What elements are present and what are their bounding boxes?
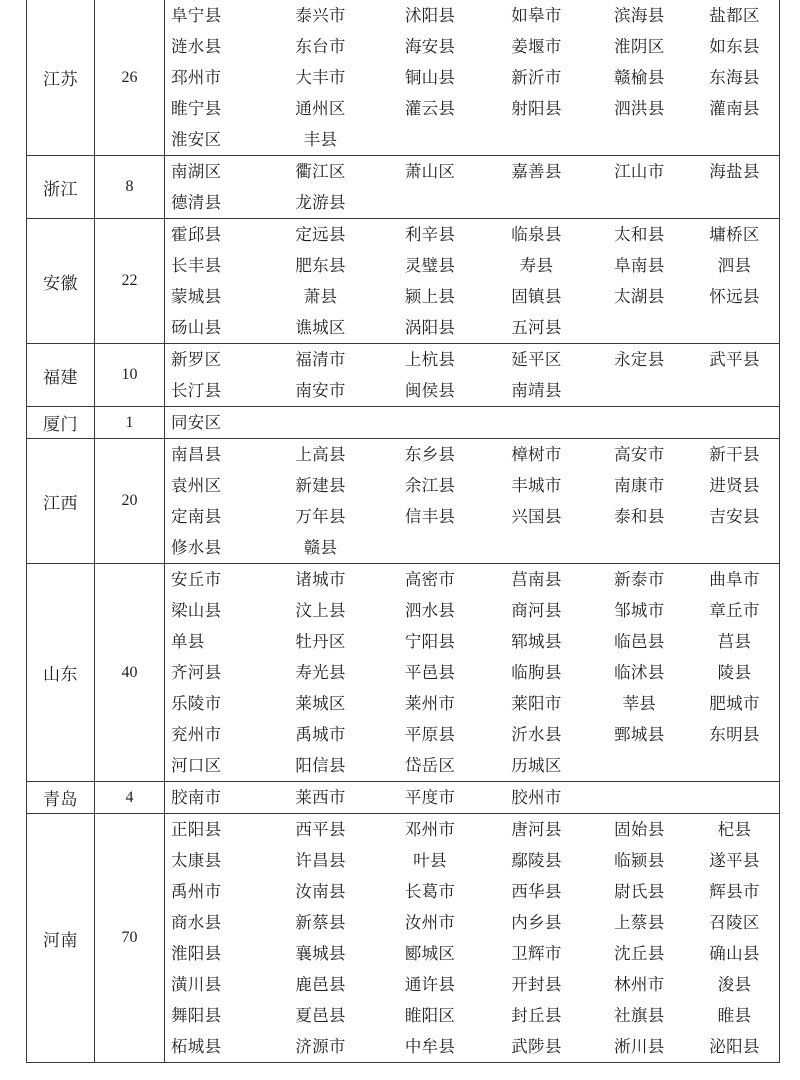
county-name: 定南县 <box>171 507 222 526</box>
count-cell: 26 <box>95 0 165 156</box>
county-name: 滨海县 <box>614 6 665 25</box>
county-name: 寿县 <box>519 256 554 275</box>
county-name: 郓城县 <box>511 632 562 651</box>
county-name: 五河县 <box>511 318 562 337</box>
county-name: 灌云县 <box>404 99 456 118</box>
county-name: 袁州区 <box>171 476 222 495</box>
county-name: 中牟县 <box>404 1037 456 1056</box>
county-name: 樟树市 <box>511 445 562 464</box>
county-name: 鄢陵县 <box>511 851 562 870</box>
county-name: 丰县 <box>303 130 338 149</box>
county-name: 高密市 <box>404 570 456 589</box>
county-name: 南安市 <box>295 381 346 400</box>
county-name: 铜山县 <box>404 68 456 87</box>
county-name: 太和县 <box>614 225 665 244</box>
county-name: 襄城县 <box>295 944 346 963</box>
county-name: 汝南县 <box>295 882 346 901</box>
county-name: 鄄城县 <box>614 725 665 744</box>
county-name: 如皋市 <box>511 6 562 25</box>
county-name: 怀远县 <box>709 287 760 306</box>
county-name: 福清市 <box>295 350 346 369</box>
county-name: 大丰市 <box>295 68 346 87</box>
county-name: 宁阳县 <box>404 632 456 651</box>
county-name: 射阳县 <box>511 99 562 118</box>
county-table <box>26 0 780 1063</box>
province-cell: 青岛 <box>27 782 95 814</box>
county-name: 胶南市 <box>171 788 222 807</box>
county-name: 泌阳县 <box>709 1037 760 1056</box>
table-row <box>27 782 780 814</box>
county-name: 内乡县 <box>511 913 562 932</box>
county-grid <box>165 344 779 406</box>
county-name: 通许县 <box>404 975 456 994</box>
county-name: 淮阳县 <box>171 944 222 963</box>
county-name: 姜堰市 <box>511 37 562 56</box>
county-name: 萧山区 <box>404 162 456 181</box>
county-name: 杞县 <box>717 820 752 839</box>
county-name: 武平县 <box>709 350 760 369</box>
county-grid <box>165 439 779 563</box>
county-name: 安丘市 <box>171 570 222 589</box>
county-name: 萧县 <box>303 287 338 306</box>
county-name: 东海县 <box>709 68 760 87</box>
county-name: 陵县 <box>717 663 752 682</box>
county-name: 太湖县 <box>614 287 665 306</box>
table-row <box>27 344 780 407</box>
county-name: 寿光县 <box>295 663 346 682</box>
county-name: 召陵区 <box>709 913 760 932</box>
province-cell: 河南 <box>27 814 95 1063</box>
county-name: 盐都区 <box>709 6 760 25</box>
county-name: 砀山县 <box>171 318 222 337</box>
county-name: 睢宁县 <box>171 99 222 118</box>
county-name: 丰城市 <box>511 476 562 495</box>
county-name: 灵璧县 <box>404 256 456 275</box>
county-name: 岱岳区 <box>404 756 456 775</box>
county-list-cell <box>165 0 780 156</box>
county-name: 赣县 <box>303 538 338 557</box>
county-name: 固始县 <box>614 820 665 839</box>
county-name: 章丘市 <box>709 601 760 620</box>
county-name: 涟水县 <box>171 37 222 56</box>
county-name: 西华县 <box>511 882 562 901</box>
county-list-cell <box>165 564 780 782</box>
county-name: 龙游县 <box>295 193 346 212</box>
county-name: 新罗区 <box>171 350 222 369</box>
county-list-cell <box>165 156 780 219</box>
county-name: 永定县 <box>614 350 665 369</box>
table-row <box>27 0 780 156</box>
county-name: 莒县 <box>717 632 752 651</box>
table-row <box>27 219 780 344</box>
county-list-cell <box>165 439 780 564</box>
county-name: 商水县 <box>171 913 222 932</box>
county-name: 莒南县 <box>511 570 562 589</box>
county-name: 利辛县 <box>404 225 456 244</box>
county-list-cell <box>165 814 780 1063</box>
county-name: 泰和县 <box>614 507 665 526</box>
county-name: 卫辉市 <box>511 944 562 963</box>
county-name: 沂水县 <box>511 725 562 744</box>
county-name: 墉桥区 <box>709 225 760 244</box>
count-cell: 4 <box>95 782 165 814</box>
province-cell: 浙江 <box>27 156 95 219</box>
count-cell: 1 <box>95 407 165 439</box>
county-name: 上蔡县 <box>614 913 665 932</box>
county-name: 德清县 <box>171 193 222 212</box>
county-name: 南昌县 <box>171 445 222 464</box>
county-name: 诸城市 <box>295 570 346 589</box>
count-cell: 20 <box>95 439 165 564</box>
county-name: 泗县 <box>717 256 752 275</box>
county-name: 万年县 <box>295 507 346 526</box>
province-cell: 江西 <box>27 439 95 564</box>
county-name: 兴国县 <box>511 507 562 526</box>
county-name: 衢江区 <box>295 162 346 181</box>
table-row <box>27 407 780 439</box>
county-name: 淅川县 <box>614 1037 665 1056</box>
county-name: 南康市 <box>614 476 665 495</box>
county-name: 临颍县 <box>614 851 665 870</box>
county-name: 肥东县 <box>295 256 346 275</box>
county-name: 泗洪县 <box>614 99 665 118</box>
county-grid <box>165 156 779 218</box>
county-name: 太康县 <box>171 851 222 870</box>
county-name: 修水县 <box>171 538 222 557</box>
county-name: 吉安县 <box>709 507 760 526</box>
county-name: 赣榆县 <box>614 68 665 87</box>
county-name: 睢县 <box>717 1006 752 1025</box>
county-name: 如东县 <box>709 37 760 56</box>
county-name: 尉氏县 <box>614 882 665 901</box>
county-name: 平原县 <box>404 725 456 744</box>
county-name: 肥城市 <box>709 694 760 713</box>
county-name: 临沭县 <box>614 663 665 682</box>
county-list-cell <box>165 407 780 439</box>
county-grid <box>165 564 779 781</box>
county-name: 沈丘县 <box>614 944 665 963</box>
county-name: 新蔡县 <box>295 913 346 932</box>
county-name: 牡丹区 <box>295 632 346 651</box>
county-name: 社旗县 <box>614 1006 665 1025</box>
county-name: 新沂市 <box>511 68 562 87</box>
table-row <box>27 439 780 564</box>
county-name: 淮阴区 <box>614 37 665 56</box>
county-name: 禹州市 <box>171 882 222 901</box>
county-name: 封丘县 <box>511 1006 562 1025</box>
province-cell: 江苏 <box>27 0 95 156</box>
county-name: 莘县 <box>622 694 657 713</box>
county-name: 南湖区 <box>171 162 222 181</box>
count-cell: 10 <box>95 344 165 407</box>
county-name: 阜宁县 <box>171 6 222 25</box>
county-name: 海盐县 <box>709 162 760 181</box>
county-name: 闽侯县 <box>404 381 456 400</box>
count-cell: 70 <box>95 814 165 1063</box>
county-name: 平邑县 <box>404 663 456 682</box>
county-name: 高安市 <box>614 445 665 464</box>
province-cell: 山东 <box>27 564 95 782</box>
county-name: 柘城县 <box>171 1037 222 1056</box>
county-name: 开封县 <box>511 975 562 994</box>
county-name: 莱城区 <box>295 694 346 713</box>
county-name: 东台市 <box>295 37 346 56</box>
table-row <box>27 156 780 219</box>
county-name: 正阳县 <box>171 820 222 839</box>
county-name: 延平区 <box>511 350 562 369</box>
county-name: 海安县 <box>404 37 456 56</box>
county-name: 莱西市 <box>295 788 346 807</box>
county-grid <box>165 219 779 343</box>
county-name: 固镇县 <box>511 287 562 306</box>
county-name: 新干县 <box>709 445 760 464</box>
county-name: 通州区 <box>295 99 346 118</box>
county-name: 东乡县 <box>404 445 456 464</box>
county-name: 浚县 <box>717 975 752 994</box>
county-name: 霍邱县 <box>171 225 222 244</box>
county-name: 梁山县 <box>171 601 222 620</box>
county-name: 临泉县 <box>511 225 562 244</box>
county-name: 西平县 <box>295 820 346 839</box>
county-name: 涡阳县 <box>404 318 456 337</box>
county-name: 淮安区 <box>171 130 222 149</box>
county-name: 邹城市 <box>614 601 665 620</box>
county-grid <box>165 782 779 813</box>
county-name: 新建县 <box>295 476 346 495</box>
county-name: 泗水县 <box>404 601 456 620</box>
county-name: 兖州市 <box>171 725 222 744</box>
county-name: 灌南县 <box>709 99 760 118</box>
count-cell: 40 <box>95 564 165 782</box>
county-name: 汝州市 <box>404 913 456 932</box>
county-list-cell <box>165 782 780 814</box>
county-name: 武陟县 <box>511 1037 562 1056</box>
county-name: 信丰县 <box>404 507 456 526</box>
county-name: 莱阳市 <box>511 694 562 713</box>
county-name: 嘉善县 <box>511 162 562 181</box>
county-name: 禹城市 <box>295 725 346 744</box>
county-grid <box>165 0 779 155</box>
county-name: 邳州市 <box>171 68 222 87</box>
county-name: 潢川县 <box>171 975 222 994</box>
county-name: 鹿邑县 <box>295 975 346 994</box>
county-name: 长汀县 <box>171 381 222 400</box>
county-name: 夏邑县 <box>295 1006 346 1025</box>
county-name: 邓州市 <box>404 820 456 839</box>
county-name: 上高县 <box>295 445 346 464</box>
county-name: 许昌县 <box>295 851 346 870</box>
county-name: 东明县 <box>709 725 760 744</box>
county-name: 长丰县 <box>171 256 222 275</box>
county-name: 唐河县 <box>511 820 562 839</box>
county-name: 遂平县 <box>709 851 760 870</box>
county-grid <box>165 814 779 1062</box>
county-name: 余江县 <box>404 476 456 495</box>
county-name: 临朐县 <box>511 663 562 682</box>
county-name: 蒙城县 <box>171 287 222 306</box>
county-name: 单县 <box>171 632 205 651</box>
county-list-cell <box>165 219 780 344</box>
county-name: 河口区 <box>171 756 222 775</box>
county-name: 莱州市 <box>404 694 456 713</box>
table-row <box>27 814 780 1063</box>
county-name: 进贤县 <box>709 476 760 495</box>
province-cell: 福建 <box>27 344 95 407</box>
county-name: 乐陵市 <box>171 694 222 713</box>
county-name: 定远县 <box>295 225 346 244</box>
county-name: 确山县 <box>709 944 760 963</box>
county-list-cell <box>165 344 780 407</box>
county-name: 胶州市 <box>511 788 562 807</box>
county-name: 新泰市 <box>614 570 665 589</box>
province-cell: 安徽 <box>27 219 95 344</box>
county-name: 商河县 <box>511 601 562 620</box>
county-name: 沭阳县 <box>404 6 456 25</box>
county-name: 曲阜市 <box>709 570 760 589</box>
county-name: 叶县 <box>413 851 447 870</box>
county-name: 南靖县 <box>511 381 562 400</box>
county-name: 上杭县 <box>404 350 456 369</box>
count-cell: 8 <box>95 156 165 219</box>
county-name: 历城区 <box>511 756 562 775</box>
table-row <box>27 564 780 782</box>
county-name: 济源市 <box>295 1037 346 1056</box>
county-name: 谯城区 <box>295 318 346 337</box>
county-name: 阳信县 <box>295 756 346 775</box>
county-name: 齐河县 <box>171 663 222 682</box>
county-name: 平度市 <box>404 788 456 807</box>
county-name: 江山市 <box>614 162 665 181</box>
county-name: 同安区 <box>171 413 222 432</box>
province-cell: 厦门 <box>27 407 95 439</box>
county-name: 泰兴市 <box>295 6 346 25</box>
county-name: 睢阳区 <box>404 1006 456 1025</box>
count-cell: 22 <box>95 219 165 344</box>
county-name: 林州市 <box>614 975 665 994</box>
county-name: 颍上县 <box>404 287 456 306</box>
county-name: 长葛市 <box>404 882 456 901</box>
county-name: 阜南县 <box>614 256 665 275</box>
county-name: 舞阳县 <box>171 1006 222 1025</box>
county-name: 临邑县 <box>614 632 665 651</box>
county-name: 汶上县 <box>295 601 346 620</box>
county-name: 辉县市 <box>709 882 760 901</box>
county-grid <box>165 407 779 438</box>
county-name: 郾城区 <box>404 944 456 963</box>
